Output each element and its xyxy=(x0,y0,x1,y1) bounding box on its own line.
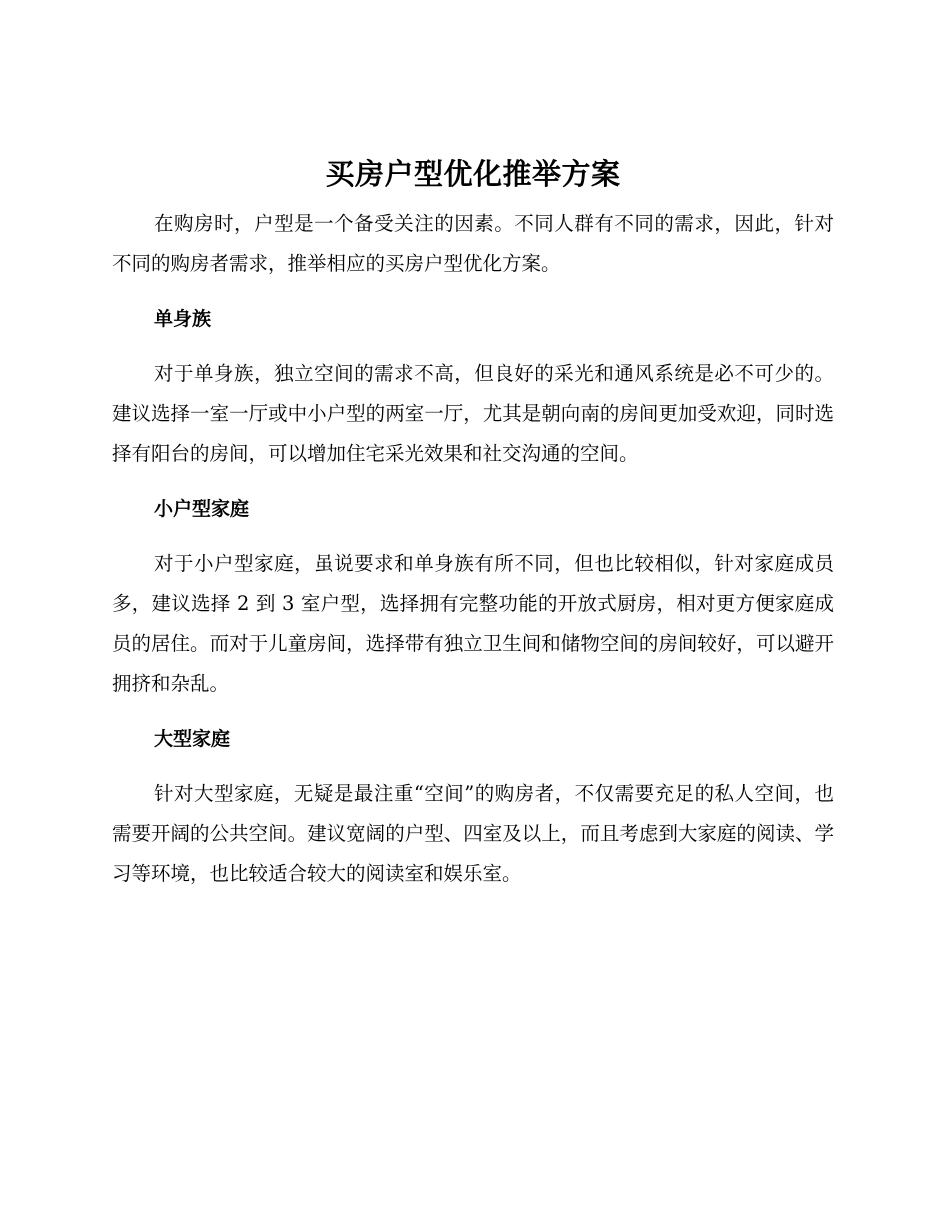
section-heading-small-family: 小户型家庭 xyxy=(154,498,250,520)
section-body-single: 对于单身族，独立空间的需求不高，但良好的采光和通风系统是必不可少的。建议选择一室一厅或中小户型的两室一厅，尤其是朝向南的房间更加受欢迎，同时选择有阳台的房间，可以增加住宅采光效果和社交沟通的空间。 xyxy=(112,362,834,465)
document-title: 买房户型优化推举方案 xyxy=(325,157,621,191)
section-heading-single: 单身族 xyxy=(154,308,212,330)
section-heading-large-family: 大型家庭 xyxy=(154,728,231,750)
document-body xyxy=(112,150,834,894)
section-body-small-family: 对于小户型家庭，虽说要求和单身族有所不同，但也比较相似，针对家庭成员多，建议选择 2 到 3 室户型，选择拥有完整功能的开放式厨房，相对更方便家庭成员的居住。而对于儿童房间，选择带有独立卫生间和储物空间的房间较好，可以避开拥挤和杂乱。 xyxy=(112,552,834,695)
section-body-large-family: 针对大型家庭，无疑是最注重“空间”的购房者，不仅需要充足的私人空间，也需要开阔的公共空间。建议宽阔的户型、四室及以上，而且考虑到大家庭的阅读、学习等环境，也比较适合较大的阅读室和娱乐室。 xyxy=(112,782,834,885)
intro-paragraph: 在购房时，户型是一个备受关注的因素。不同人群有不同的需求，因此，针对不同的购房者需求，推举相应的买房户型优化方案。 xyxy=(112,212,834,275)
